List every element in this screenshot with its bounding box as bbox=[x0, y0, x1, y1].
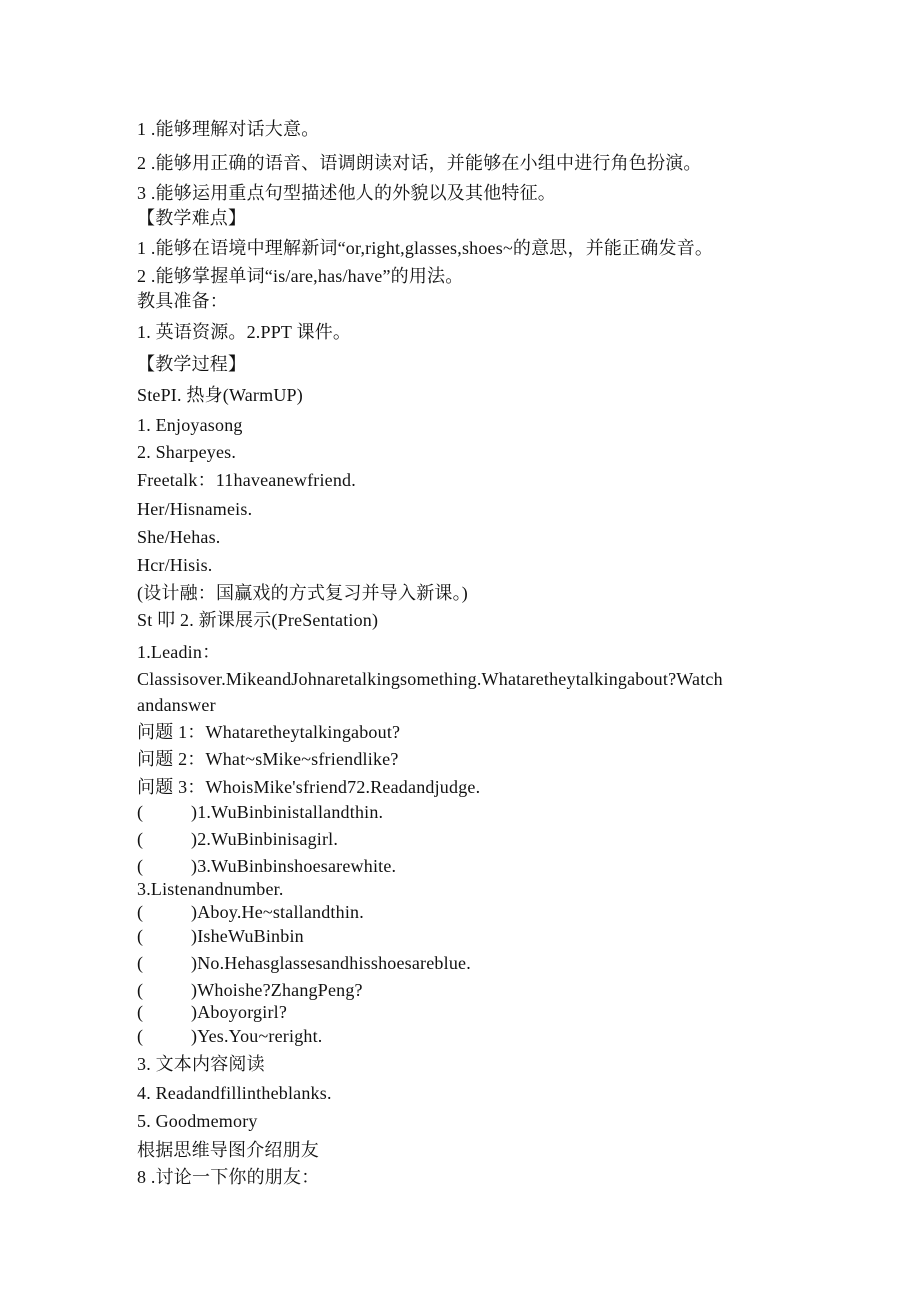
warmup-line-4: Her/Hisnameis. bbox=[137, 499, 253, 519]
warmup-line-3: Freetalk：11haveanewfriend. bbox=[137, 470, 356, 490]
warmup-line-1: 1. Enjoyasong bbox=[137, 415, 243, 435]
step1-title: StePI. 热身(WarmUP) bbox=[137, 385, 303, 405]
reading-item-2: 4. Readandfillintheblanks. bbox=[137, 1083, 332, 1103]
judge-item-1: ( )1.WuBinbinistallandthin. bbox=[137, 802, 384, 822]
answer-blank: ( bbox=[137, 1002, 144, 1022]
answer-blank: ( bbox=[137, 829, 144, 849]
answer-blank: ( bbox=[137, 926, 144, 946]
difficulty-line-1: 1 .能够在语境中理解新词“or,right,glasses,shoes~的意思，并能正确发音。 bbox=[137, 238, 714, 258]
answer-blank: ( bbox=[137, 856, 144, 876]
warmup-line-2: 2. Sharpeyes. bbox=[137, 442, 237, 462]
goal-line-1: 1 .能够理解对话大意。 bbox=[137, 119, 320, 139]
design-note: (设计融：国赢戏的方式复习并导入新课。) bbox=[137, 583, 468, 603]
answer-blank: ( bbox=[137, 802, 144, 822]
listen-item-5: ( )Aboyorgirl? bbox=[137, 1002, 288, 1022]
listen-title: 3.Listenandnumber. bbox=[137, 879, 284, 899]
difficulty-line-2: 2 .能够掌握单词“is/are,has/have”的用法。 bbox=[137, 266, 464, 286]
listen-item-3: ( )No.Hehasglassesandhisshoesareblue. bbox=[137, 953, 471, 973]
goal-line-2: 2 .能够用正确的语音、语调朗读对话，并能够在小组中进行角色扮演。 bbox=[137, 153, 702, 173]
judge-item-3: ( )3.WuBinbinshoesarewhite. bbox=[137, 856, 397, 876]
leadin-text-2: andanswer bbox=[137, 695, 216, 715]
answer-blank: ( bbox=[137, 1026, 144, 1046]
reading-item-1: 3. 文本内容阅读 bbox=[137, 1054, 265, 1074]
warmup-line-6: Hcr/Hisis. bbox=[137, 555, 213, 575]
reading-item-3: 5. Goodmemory bbox=[137, 1111, 258, 1131]
mindmap-line: 根据思维导图介绍朋友 bbox=[137, 1140, 319, 1160]
tools-line: 1. 英语资源。2.PPT 课件。 bbox=[137, 322, 352, 342]
difficulty-heading: 【教学难点】 bbox=[137, 208, 247, 228]
listen-item-6: ( )Yes.You~reright. bbox=[137, 1026, 323, 1046]
goal-line-3: 3 .能够运用重点句型描述他人的外貌以及其他特征。 bbox=[137, 183, 556, 203]
leadin-text-1: Classisover.MikeandJohnaretalkingsomething.Whataretheytalkingabout?Watch bbox=[137, 669, 723, 689]
answer-blank: ( bbox=[137, 980, 144, 1000]
process-heading: 【教学过程】 bbox=[137, 354, 247, 374]
question-1: 问题 1：Whataretheytalkingabout? bbox=[137, 722, 401, 742]
listen-item-1: ( )Aboy.He~stallandthin. bbox=[137, 902, 364, 922]
tools-heading: 教具准备： bbox=[137, 291, 228, 311]
question-3: 问题 3：WhoisMike'sfriend72.Readandjudge. bbox=[137, 777, 481, 797]
warmup-line-5: She/Hehas. bbox=[137, 527, 221, 547]
answer-blank: ( bbox=[137, 902, 144, 922]
step2-title: St 叩 2. 新课展示(PreSentation) bbox=[137, 610, 379, 630]
answer-blank: ( bbox=[137, 953, 144, 973]
discuss-line: 8 .讨论一下你的朋友： bbox=[137, 1167, 320, 1187]
question-2: 问题 2：What~sMike~sfriendlike? bbox=[137, 749, 399, 769]
judge-item-2: ( )2.WuBinbinisagirl. bbox=[137, 829, 339, 849]
listen-item-4: ( )Whoishe?ZhangPeng? bbox=[137, 980, 363, 1000]
listen-item-2: ( )IsheWuBinbin bbox=[137, 926, 304, 946]
leadin-label: 1.Leadin： bbox=[137, 642, 221, 662]
